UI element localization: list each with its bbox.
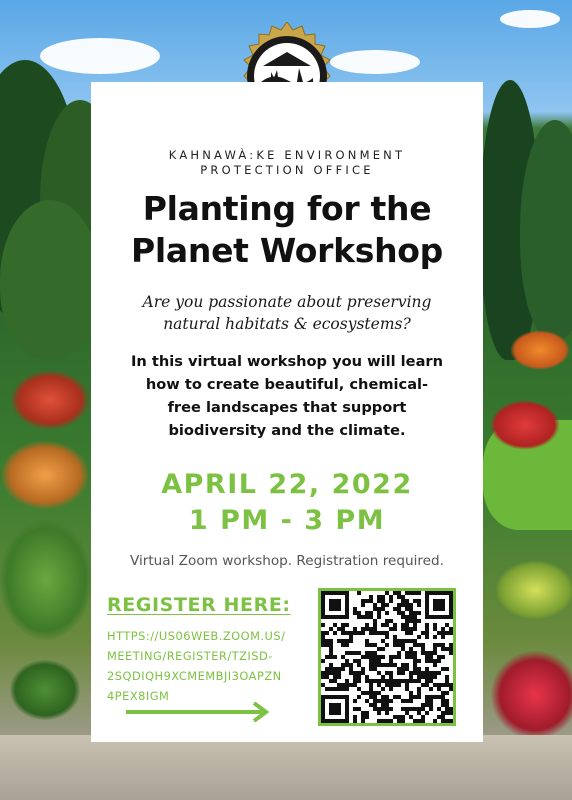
url-line-4: 4PEX8IGM xyxy=(107,689,170,703)
desc-line-3: free landscapes that support xyxy=(167,399,407,416)
event-note: Virtual Zoom workshop. Registration required. xyxy=(129,553,444,569)
url-line-2: MEETING/REGISTER/TZISD- xyxy=(107,649,273,663)
organization-name xyxy=(91,148,483,178)
question-line-1: Are you passionate about preserving xyxy=(142,293,432,311)
event-description xyxy=(91,350,483,442)
url-line-1: HTTPS://US06WEB.ZOOM.US/ xyxy=(107,629,286,643)
question-line-2: natural habitats & ecosystems? xyxy=(163,315,411,333)
title-line-1: Planting for the xyxy=(142,189,432,228)
registration-link[interactable] xyxy=(107,626,307,706)
event-title xyxy=(91,188,483,272)
title-line-2: Planet Workshop xyxy=(131,231,443,270)
event-date: APRIL 22, 2022 xyxy=(161,469,413,500)
desc-line-1: In this virtual workshop you will learn xyxy=(131,353,443,370)
register-heading: REGISTER HERE: xyxy=(107,594,291,616)
org-line-2: PROTECTION OFFICE xyxy=(200,163,374,177)
qr-code-icon[interactable] xyxy=(318,588,456,726)
event-datetime xyxy=(91,467,483,539)
org-line-1: KAHNAWÀ:KE ENVIRONMENT xyxy=(168,148,406,162)
arrow-right-icon xyxy=(126,702,278,722)
event-question xyxy=(91,291,483,335)
desc-line-2: how to create beautiful, chemical- xyxy=(145,376,429,393)
url-line-3: 2SQDIQH9XCMEMBJI3OAPZN xyxy=(107,669,282,683)
desc-line-4: biodiversity and the climate. xyxy=(168,422,406,439)
event-time: 1 PM - 3 PM xyxy=(188,505,386,536)
